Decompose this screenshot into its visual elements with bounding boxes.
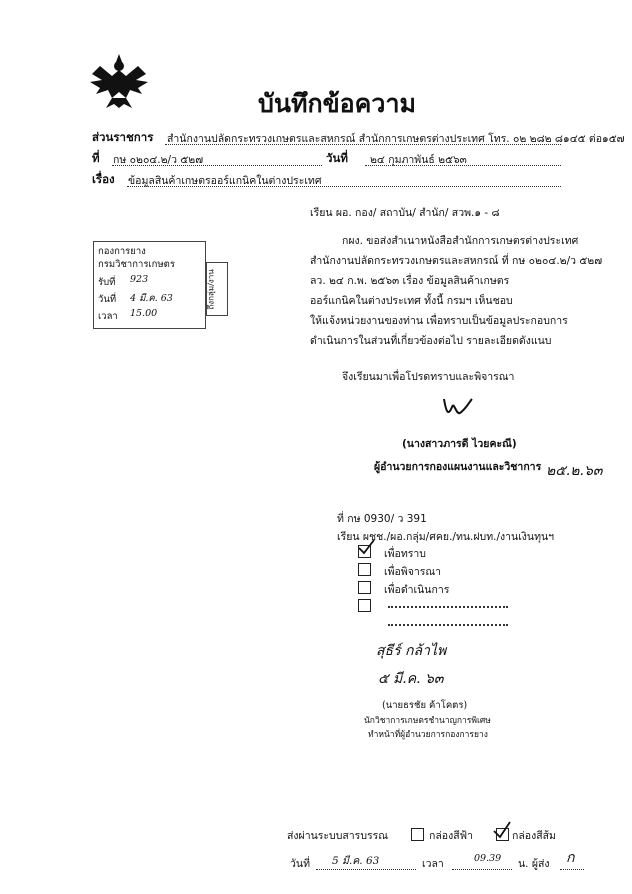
signature-scribble-icon	[440, 395, 476, 421]
subject-dotline	[127, 186, 561, 187]
footer-date-dotline	[316, 869, 416, 870]
footer-blue-box-label: กล่องสีฟ้า	[429, 830, 473, 842]
footer-sender-label: น. ผู้ส่ง	[518, 858, 550, 870]
ref-dotline	[112, 165, 322, 166]
forward-hand-sign: สุธีร์ กล้าไพ	[376, 643, 447, 659]
option-label-3: เพื่อดำเนินการ	[384, 584, 450, 596]
closing-line: จึงเรียนมาเพื่อโปรดทราบและพิจารณา	[342, 371, 515, 383]
date-label: วันที่	[326, 151, 348, 165]
subject-value: ข้อมูลสินค้าเกษตรออร์แกนิคในต่างประเทศ	[128, 175, 322, 187]
stamp-no-value: 923	[130, 274, 149, 285]
officer-title: นักวิชาการเกษตรชำนาญการพิเศษ	[364, 716, 491, 726]
body-line-5: ให้แจ้งหน่วยงานของท่าน เพื่อทราบเป็นข้อมูลประกอบการ	[310, 315, 568, 327]
dept-dotline	[165, 144, 561, 145]
ref-label: ที่	[92, 151, 100, 165]
footer-time-dotline	[452, 869, 512, 870]
date-value: ๒๔ กุมภาพันธ์ ๒๕๖๓	[370, 154, 467, 166]
body-line-1: กผง. ขอส่งสำเนาหนังสือสำนักการเกษตรต่างประเทศ	[342, 235, 579, 247]
addressee: เรียน ผอ. กอง/ สถาบัน/ สำนัก/ สวพ.๑ - ๘	[310, 207, 500, 219]
signer-date-hand: ๒๕.๒.๖๓	[546, 463, 603, 479]
body-line-6: ดำเนินการในส่วนที่เกี่ยวข้องต่อไป รายละเอียดดังแนบ	[310, 335, 552, 347]
footer-channel-label: ส่งผ่านระบบสารบรรณ	[287, 830, 389, 842]
dept-label: ส่วนราชการ	[92, 130, 154, 144]
page-title: บันทึกข้อความ	[258, 89, 416, 118]
stamp-no-label: รับที่	[98, 277, 116, 288]
forward-ref: ที่ กษ 0930/ ว 391	[337, 513, 427, 525]
garuda-emblem-icon	[86, 52, 152, 110]
checkmark-icon	[356, 538, 376, 556]
side-stamp-text: ถึงกลุ่ม/งาน	[206, 269, 216, 310]
stamp-dept: กรมวิชาการเกษตร	[98, 259, 175, 270]
footer-date-label: วันที่	[290, 858, 310, 870]
footer-orange-box-label: กล่องสีส้ม	[512, 830, 556, 842]
option-dotline-5	[388, 624, 508, 626]
option-checkbox-3[interactable]	[358, 581, 371, 594]
body-line-3: ลว. ๒๔ ก.พ. ๒๕๖๓ เรื่อง ข้อมูลสินค้าเกษตร	[310, 275, 510, 287]
subject-label: เรื่อง	[92, 172, 115, 186]
body-line-4: ออร์แกนิคในต่างประเทศ ทั้งนี้ กรมฯ เห็นชอบ	[310, 295, 513, 307]
footer-time-label: เวลา	[422, 858, 444, 870]
footer-time-value: 09.39	[474, 853, 502, 864]
ref-value: กษ ๐๒๐๔.๒/ว ๕๒๗	[113, 154, 204, 166]
stamp-org: กองการยาง	[98, 246, 146, 257]
footer-date-value: 5 มี.ค. 63	[332, 855, 380, 867]
stamp-time-label: เวลา	[98, 311, 118, 322]
stamp-date-label: วันที่	[98, 294, 117, 305]
footer-blue-box-checkbox[interactable]	[411, 828, 424, 841]
officer-name: (นายธรชัย ค้าโคตร)	[382, 700, 468, 711]
option-label-2: เพื่อพิจารณา	[384, 566, 442, 578]
signer-name: (นางสาวภารดี ไวยคะณี)	[402, 438, 517, 450]
officer-role: ทำหน้าที่ผู้อำนวยการกองการยาง	[368, 730, 488, 740]
body-line-2: สำนักงานปลัดกระทรวงเกษตรและสหกรณ์ ที่ กษ ๐๒๐๔.๒/ว ๕๒๗	[310, 255, 603, 267]
option-checkbox-2[interactable]	[358, 563, 371, 576]
forward-hand-date: ๕ มี.ค. ๖๓	[378, 671, 444, 687]
forward-to: เรียน ผชช./ผอ.กลุ่ม/ศคย./ทน.ฝบท./งานเงินทุนฯ	[337, 531, 555, 543]
stamp-time-value: 15.00	[130, 308, 158, 319]
date-dotline	[365, 165, 561, 166]
footer-sender-initial: ก	[566, 850, 575, 866]
option-dotline-4	[388, 606, 508, 608]
footer-sender-dotline	[560, 869, 584, 870]
stamp-date-value: 4 มี.ค. 63	[130, 293, 173, 304]
receipt-stamp	[93, 241, 206, 329]
footer-checkmark-icon	[492, 820, 512, 840]
side-stamp	[206, 262, 228, 316]
signer-title: ผู้อำนวยการกองแผนงานและวิชาการ	[374, 461, 542, 473]
option-checkbox-4[interactable]	[358, 599, 371, 612]
option-label-1: เพื่อทราบ	[384, 548, 426, 560]
dept-value: สำนักงานปลัดกระทรวงเกษตรและสหกรณ์ สำนักการเกษตรต่างประเทศ โทร. ๐๒ ๒๘๒ ๘๑๔๕ ต่อ๑๕๗	[167, 133, 625, 145]
